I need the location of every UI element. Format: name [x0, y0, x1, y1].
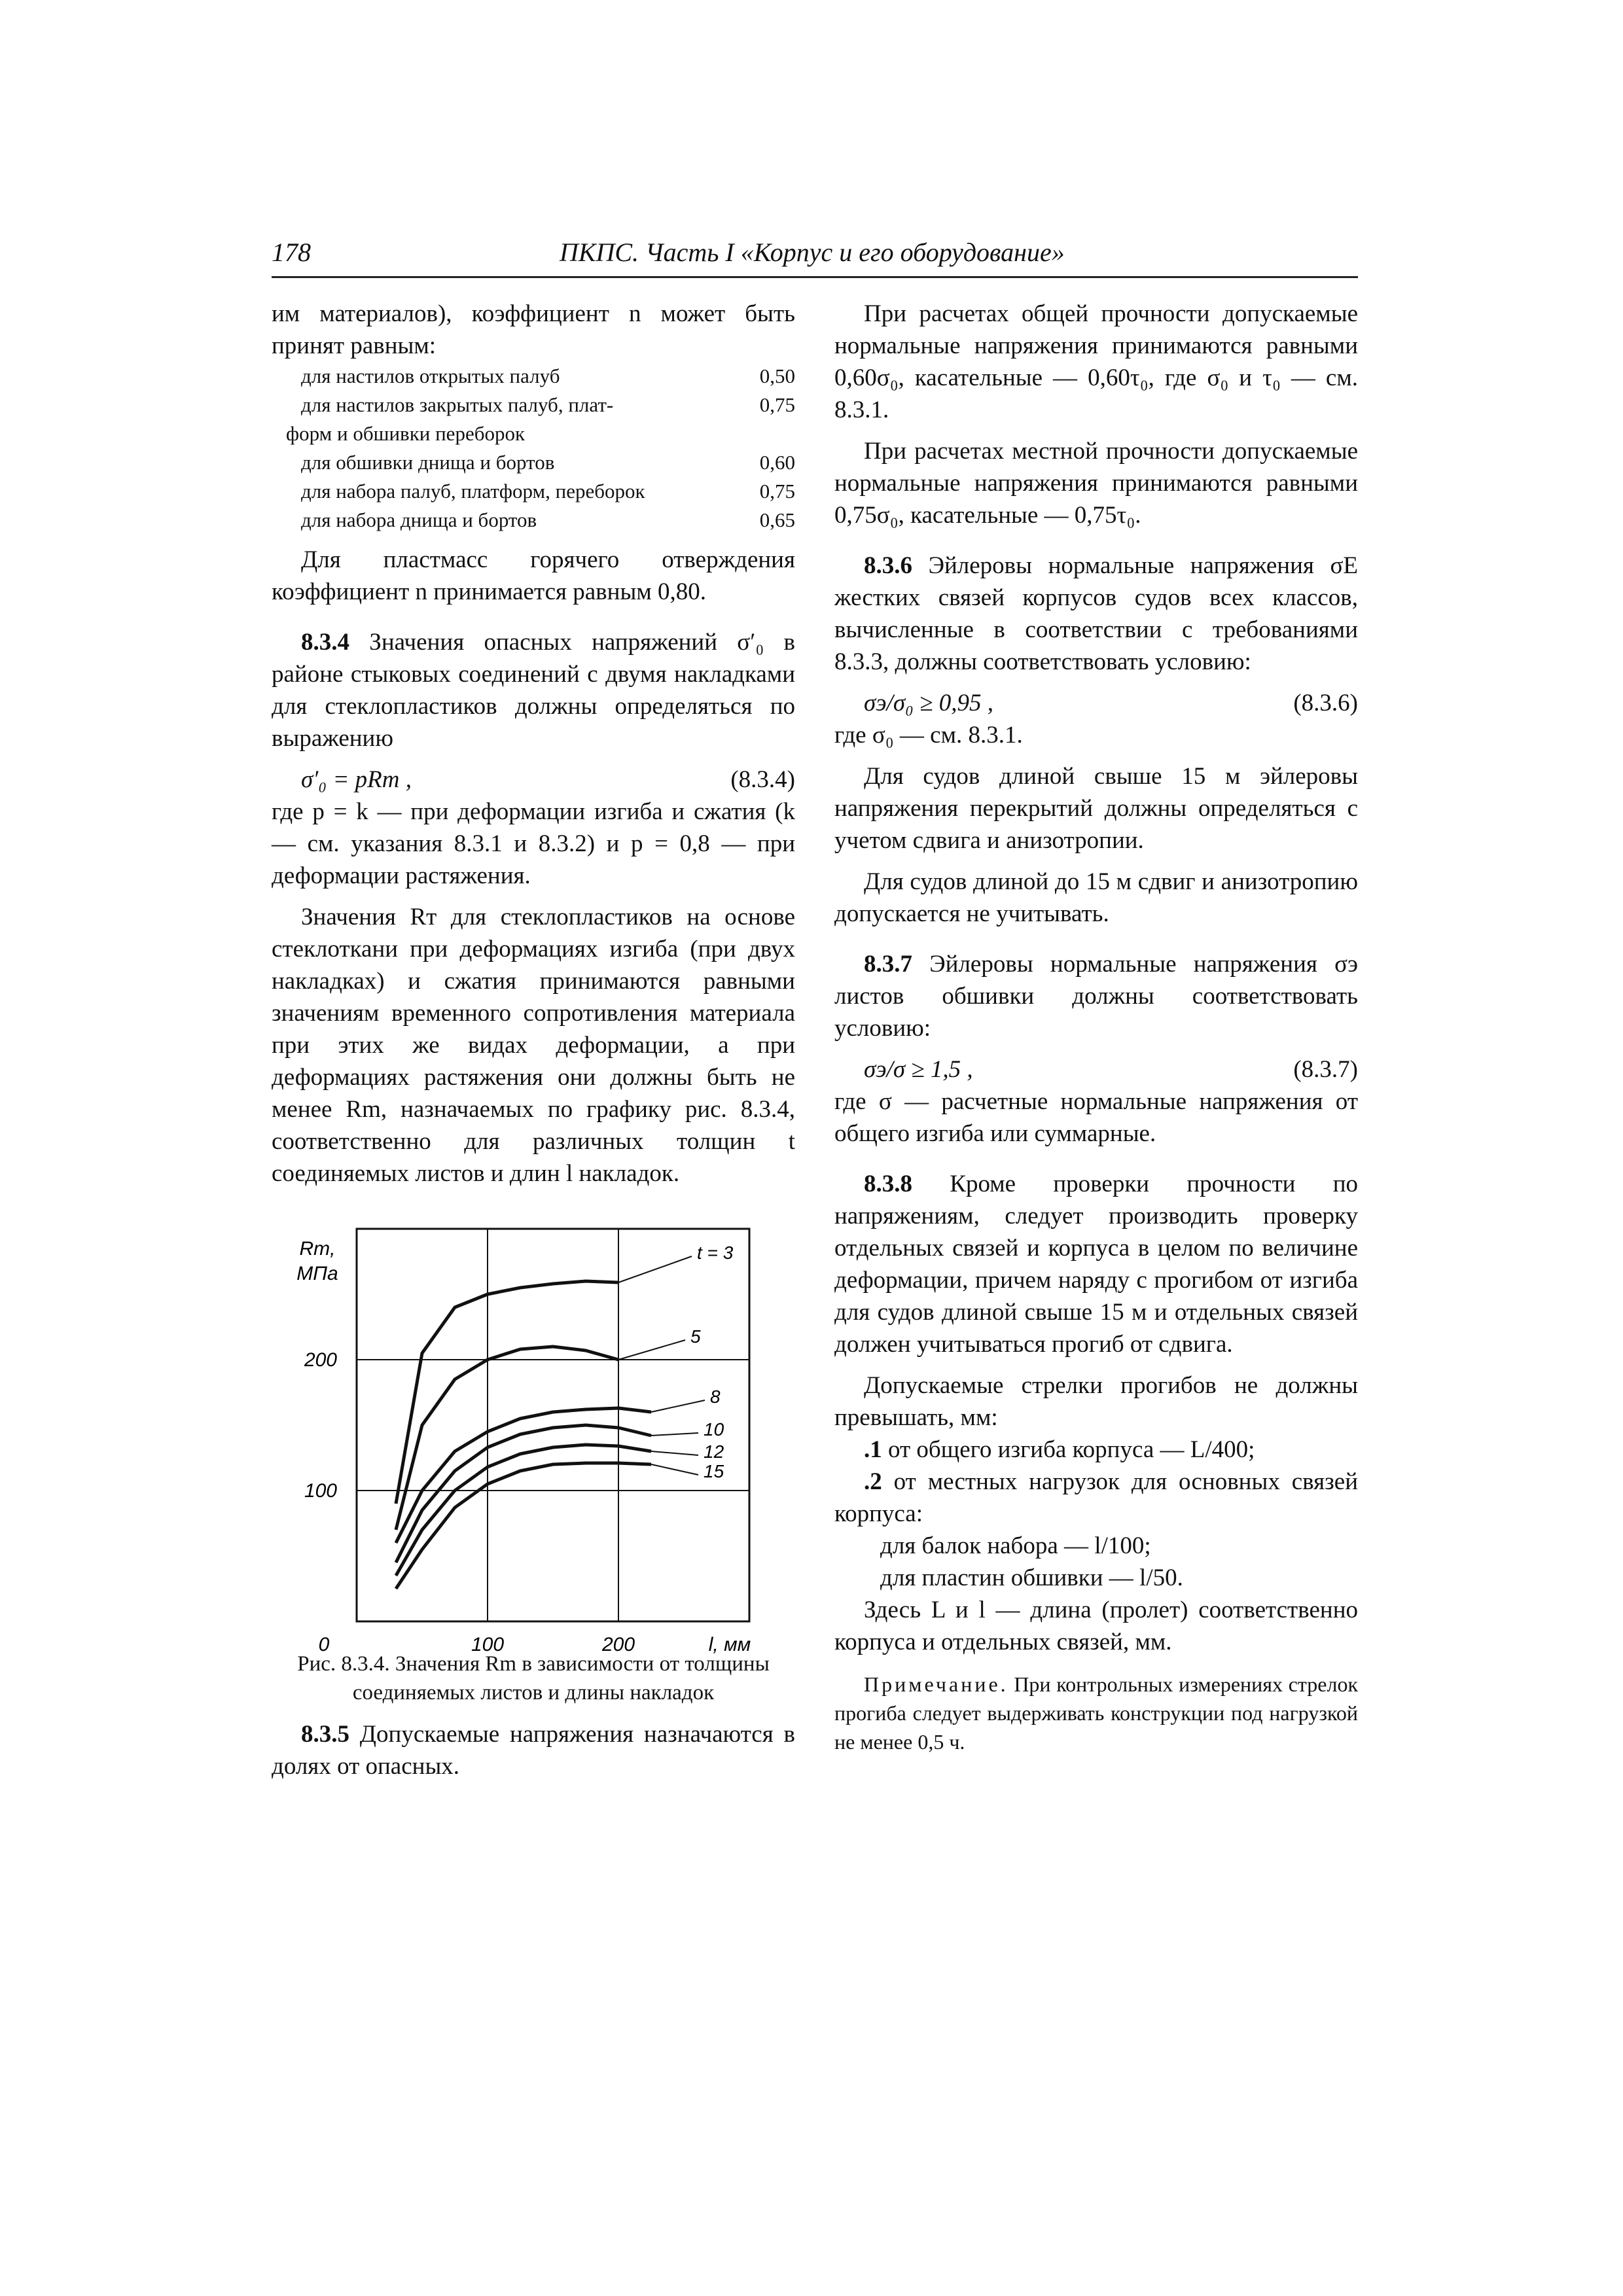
- page-header: [272, 237, 1358, 278]
- formula-text: σэ/σ₀ ≥ 0,95 ,: [864, 690, 994, 716]
- list-value: 0,75: [759, 480, 795, 503]
- list-value: 0,60: [759, 451, 795, 474]
- section-number: 8.3.5: [301, 1721, 349, 1748]
- paragraph: где σ — расчетные нормальные напряжения от общего изгиба или суммарные.: [834, 1088, 1358, 1147]
- series-label: 15: [704, 1461, 724, 1481]
- series-leader-line: [651, 1451, 698, 1455]
- series-label: 8: [710, 1386, 721, 1407]
- list-row: [272, 448, 795, 477]
- y-tick-label: 200: [304, 1349, 337, 1371]
- section-number: 8.3.4: [301, 629, 349, 656]
- section-text: Значения опасных напряжений σ′₀ в районе стыковых соединений с двумя накладками для стеклопластиков должны определяться по выражению: [272, 629, 795, 752]
- note: [834, 1670, 1358, 1756]
- paragraph: При расчетах местной прочности допускаемые нормальные напряжения принимаются равными 0,75σ₀, касательные — 0,75τ₀.: [834, 438, 1358, 529]
- paragraph: Для пластмасс горячего отверждения коэффициент n принимается равным 0,80.: [272, 546, 795, 605]
- paragraph: При расчетах общей прочности допускаемые нормальные напряжения принимаются равными 0,60σ₀, касательные — 0,60τ₀, где σ₀ и τ₀ — см. 8.3.1.: [834, 300, 1358, 423]
- section-number: 8.3.8: [864, 1171, 912, 1197]
- paragraph: Для судов длиной до 15 м сдвиг и анизотропию допускается не учитывать.: [834, 868, 1358, 927]
- formula-8-3-6: [834, 687, 1358, 719]
- series-leader-line: [618, 1340, 685, 1360]
- list-label: для обшивки днища и бортов: [301, 451, 555, 474]
- list-row: [272, 506, 795, 535]
- running-title: ПКПС. Часть I «Корпус и его оборудование»: [560, 238, 1065, 267]
- series-leader-line: [651, 1400, 705, 1412]
- paragraph: Здесь L и l — длина (пролет) соответственно корпуса и отдельных связей, мм.: [834, 1597, 1358, 1655]
- formula-text: σ′₀ = pRт ,: [301, 766, 412, 793]
- rm-chart: [272, 1216, 795, 1655]
- formula-number: (8.3.7): [1293, 1056, 1358, 1083]
- series-line: [396, 1463, 651, 1589]
- x-axis-label: l, мм: [708, 1634, 751, 1655]
- note-text: При контрольных измерениях стрелок прогиба следует выдерживать конструкции под нагрузкой не менее 0,5 ч.: [834, 1672, 1358, 1754]
- paragraph: где σ₀ — см. 8.3.1.: [834, 722, 1023, 749]
- y-tick-label: 100: [304, 1480, 337, 1502]
- section-text: Эйлеровы нормальные напряжения σэ листов обшивки должны соответствовать условию:: [834, 951, 1358, 1042]
- page-number: 178: [272, 238, 311, 267]
- right-column: [834, 298, 1358, 1756]
- list-subitem: для балок набора — l/100;: [880, 1532, 1151, 1559]
- formula-text: σэ/σ ≥ 1,5 ,: [864, 1056, 973, 1083]
- list-row: [272, 391, 795, 419]
- coefficient-list: [272, 362, 795, 535]
- list-item: [834, 1434, 1358, 1466]
- series-label: 10: [704, 1419, 724, 1439]
- section-text: Допускаемые напряжения назначаются в долях от опасных.: [272, 1721, 795, 1780]
- list-value: 0,75: [759, 393, 795, 416]
- list-label: форм и обшивки переборок: [286, 422, 526, 445]
- formula-8-3-4: [272, 764, 795, 796]
- section-text: Кроме проверки прочности по напряжениям, следует производить проверку отдельных связей и корпуса в целом по величине деформации, причем наряду с прогибом от изгиба для судов длиной свыше 15 м и отдельных связей должен учитываться прогиб от сдвига.: [834, 1171, 1358, 1358]
- list-row: [272, 419, 795, 448]
- series-label: 12: [704, 1441, 724, 1462]
- list-text: от местных нагрузок для основных связей корпуса:: [834, 1468, 1358, 1527]
- list-item: [834, 1466, 1358, 1530]
- list-subitem: для пластин обшивки — l/50.: [880, 1564, 1183, 1591]
- formula-number: (8.3.6): [1293, 690, 1358, 716]
- section-8-3-5: [272, 1718, 795, 1782]
- paragraph: где p = k — при деформации изгиба и сжатия (k — см. указания 8.3.1 и 8.3.2) и p = 0,8 — при деформации растяжения.: [272, 798, 795, 889]
- series-leader-line: [618, 1256, 692, 1282]
- list-label: для набора днища и бортов: [301, 508, 537, 531]
- series-leader-line: [651, 1464, 698, 1475]
- left-column: [272, 298, 795, 1782]
- section-text: Эйлеровы нормальные напряжения σE жестких связей корпусов судов всех классов, вычисленные в соответствии с требованиями 8.3.3, должны соответствовать условию:: [834, 552, 1358, 675]
- series-line: [396, 1281, 618, 1504]
- paragraph: им материалов), коэффициент n может быть принят равным:: [272, 300, 795, 359]
- note-label: Примечание.: [864, 1672, 1008, 1696]
- paragraph: Допускаемые стрелки прогибов не должны превышать, мм:: [834, 1372, 1358, 1431]
- x-tick-label: 100: [471, 1634, 505, 1655]
- series-label: t = 3: [697, 1243, 734, 1263]
- paragraph: Для судов длиной свыше 15 м эйлеровы напряжения перекрытий должны определяться с учетом сдвига и анизотропии.: [834, 763, 1358, 854]
- list-row: [272, 362, 795, 391]
- list-label: для настилов закрытых палуб, плат-: [301, 393, 614, 416]
- section-8-3-6: [834, 550, 1358, 678]
- y-axis-label: Rm,: [299, 1238, 336, 1260]
- section-8-3-7: [834, 948, 1358, 1044]
- list-number: .1: [864, 1436, 882, 1463]
- series-label: 5: [690, 1326, 701, 1347]
- list-label: для настилов открытых палуб: [301, 364, 560, 387]
- y-axis-unit: МПа: [296, 1263, 338, 1284]
- series-leader-line: [651, 1433, 698, 1436]
- list-row: [272, 477, 795, 506]
- list-value: 0,65: [759, 508, 795, 531]
- section-number: 8.3.6: [864, 552, 912, 579]
- section-number: 8.3.7: [864, 951, 912, 978]
- list-text: от общего изгиба корпуса — L/400;: [882, 1436, 1255, 1463]
- figure-caption: Рис. 8.3.4. Значения Rm в зависимости от толщины соединяемых листов и длины накладок: [297, 1652, 770, 1704]
- x-tick-label: 0: [318, 1634, 330, 1655]
- list-value: 0,50: [759, 364, 795, 387]
- section-8-3-4: [272, 626, 795, 754]
- formula-number: (8.3.4): [730, 766, 795, 793]
- paragraph: Значения Rт для стеклопластиков на основе стеклоткани при деформациях изгиба (при двух накладках) и сжатия принимаются равными значениям временного сопротивления материала при этих же видах деформации, а при деформациях растяжения они должны быть не менее Rm, назначаемых по графику рис. 8.3.4, соответственно для различных толщин t соединяемых листов и длин l накладок.: [272, 904, 795, 1187]
- figure-8-3-4: [272, 1216, 795, 1704]
- list-label: для набора палуб, платформ, переборок: [301, 480, 645, 503]
- plot-frame: [357, 1229, 749, 1621]
- formula-8-3-7: [834, 1053, 1358, 1086]
- list-number: .2: [864, 1468, 882, 1495]
- section-8-3-8: [834, 1168, 1358, 1360]
- x-tick-label: 200: [601, 1634, 635, 1655]
